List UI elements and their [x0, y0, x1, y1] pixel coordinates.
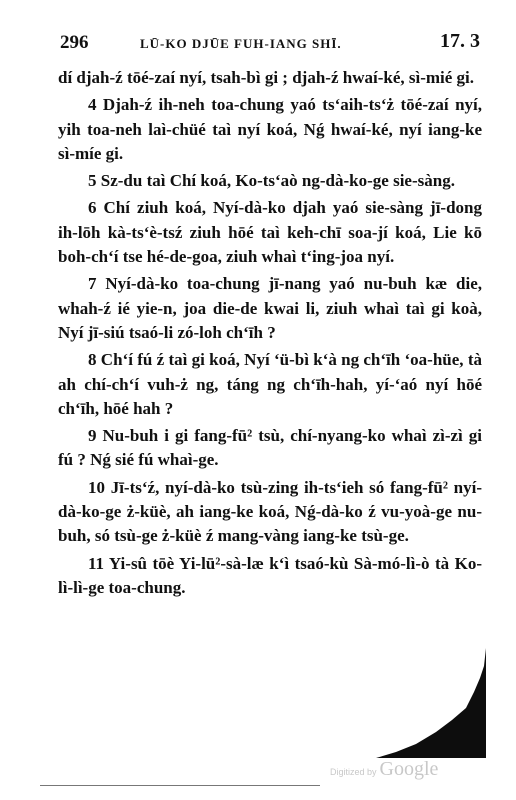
page-number: 296: [60, 32, 89, 53]
verse-7: 7 Nyí-dà-ko toa-chung jī-nang yaó nu-buh kæ die, whah-ź ié yie-n, joa die-de kwai li, ziuh whaì taì gi koà, Nyí jī-siú tsaó-li zó-loh ch‘īh ?: [58, 274, 482, 342]
watermark: [330, 758, 438, 781]
torn-corner-shadow: [376, 648, 486, 758]
opening-paragraph: dí djah-ź tōé-zaí nyí, tsah-bì gi ; djah-ź hwaí-ké, sì-mié gi.: [58, 68, 475, 87]
verse-4: 4 Djah-ź ih-neh toa-chung yaó ts‘aih-ts‘ż tōé-zaí nyí, yih toa-neh laì-chüé taì nyí koá, Nǵ hwaí-ké, nyí iang-ke sì-míe gi.: [58, 95, 482, 163]
verse-10: 10 Jī-ts‘ź, nyí-dà-ko tsù-zing ih-ts‘ieh só fang-fū² nyí-dà-ko-ge ż-küè, ah iang-ke koá, Nǵ-dà-ko ź vu-yoà-ge nu-buh, só tsù-ge ż-küè ź mang-vàng iang-ke tsù-ge.: [58, 477, 482, 546]
watermark-prefix: Digitized by: [330, 767, 377, 777]
watermark-brand: Google: [379, 758, 439, 780]
running-title: LŪ-KO DJŪE FUH-IANG SHĪ.: [140, 36, 342, 51]
verse-8: 8 Ch‘í fú ź taì gi koá, Nyí ‘ü-bì k‘à ng ch‘īh ‘oa-hüe, tà ah chí-ch‘í vuh-ż ng, táng ng ch‘īh-hah, yí-‘aó nyí hōé ch‘īh, hōé hah ?: [58, 350, 482, 418]
running-header: [60, 30, 480, 56]
verse-5: 5 Sz-du taì Chí koá, Ko-ts‘aò ng-dà-ko-ge sie-sàng.: [88, 171, 455, 191]
verse-9: 9 Nu-buh i gi fang-fū² tsù, chí-nyang-ko whaì zì-zì gi fú ? Nǵ sié fú whaì-ge.: [58, 426, 482, 470]
verse-11: 11 Yi-sû tōè Yi-lū²-sà-læ k‘ì tsaó-kù Sà-mó-lì-ò tà Ko-lì-lì-ge toa-chung.: [58, 553, 482, 597]
page-body: [58, 66, 482, 600]
verse-6: 6 Chí ziuh koá, Nyí-dà-ko djah yaó sie-sàng jī-dong ih-lōh kà-ts‘è-tsź ziuh hōé taì keh-chī soa-jí koá, Lie kō boh-ch‘í tse hé-de-goa, ziuh whaì t‘ing-joa nyí.: [58, 198, 482, 267]
bottom-rule: [40, 785, 320, 786]
chapter-reference: 17. 3: [440, 30, 480, 52]
